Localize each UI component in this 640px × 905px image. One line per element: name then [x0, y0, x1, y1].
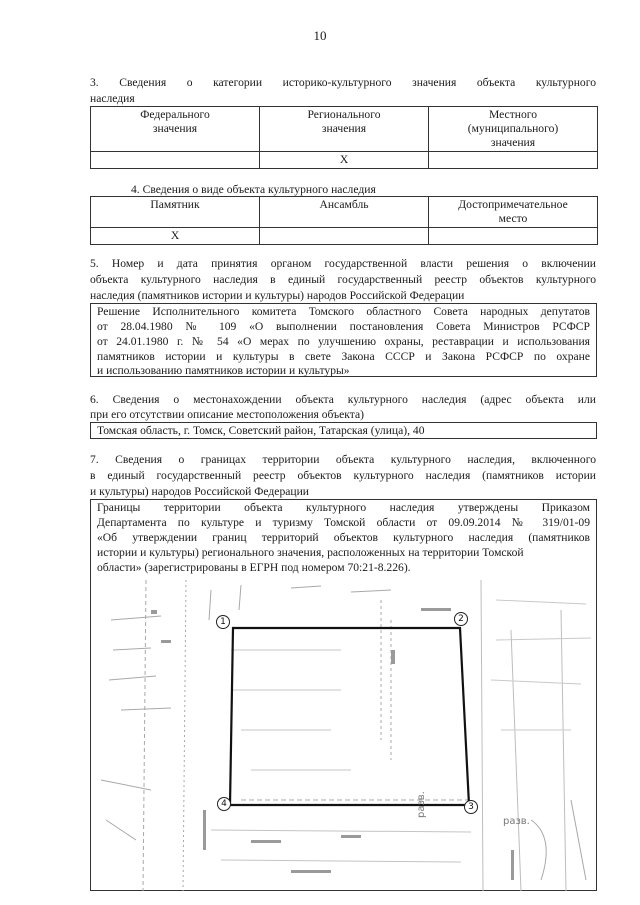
section7-heading-line2: в единый государственный реестр объектов культурного наследия (памятников истории: [90, 469, 596, 482]
decision-line5: и использованию памятников истории и культуры»: [97, 364, 350, 377]
decision-box: [90, 303, 597, 377]
section5-heading-line2: объекта культурного наследия в единый государственный реестр объектов культурного: [90, 273, 596, 286]
section6-heading-line1: 6. Сведения о местонахождении объекта культурного наследия (адрес объекта или: [90, 393, 596, 406]
kind-mark-monument: Х: [91, 228, 260, 245]
boundary-point-4: 4: [217, 797, 231, 811]
section5-heading-line1: 5. Номер и дата принятия органом государственной власти решения о включении: [90, 257, 596, 270]
section5-heading-line3: наследия (памятников истории и культуры) народов Российской Федерации: [90, 289, 465, 302]
kind-header-site: Достопримечательное место: [429, 197, 598, 228]
category-mark-local: [429, 152, 598, 169]
address-box: [90, 422, 597, 439]
section7-heading-line3: и культуры) народов Российской Федерации: [90, 485, 310, 498]
boundaries-line2: Департамента по культуре и туризму Томской области от 09.09.2014 № 319/01-09: [97, 516, 590, 529]
kind-mark-ensemble: [260, 228, 429, 245]
kind-mark-site: [429, 228, 598, 245]
kind-header-monument: Памятник: [91, 197, 260, 228]
category-mark-federal: [91, 152, 260, 169]
page-number: 10: [313, 28, 327, 43]
plan-background-blobs: [151, 608, 514, 880]
decision-line4: памятников истории и культуры в свете Закона СССР и Закона РСФСР по охране: [97, 350, 590, 363]
boundaries-line3: «Об утверждении границ территорий объектов культурного наследия (памятников: [97, 531, 590, 544]
kind-header-ensemble: Ансамбль: [260, 197, 429, 228]
plan-background-lines: [101, 580, 591, 891]
category-mark-regional: Х: [260, 152, 429, 169]
category-table: [90, 106, 598, 169]
decision-line1: Решение Исполнительного комитета Томского областного Совета народных депутатов: [97, 305, 590, 318]
section4-heading: 4. Сведения о виде объекта культурного наследия: [131, 183, 376, 196]
boundary-point-2: 2: [454, 612, 468, 626]
territory-plan: [91, 580, 596, 891]
boundary-point-3: 3: [464, 800, 478, 814]
section7-heading-line1: 7. Сведения о границах территории объекта культурного наследия, включенного: [90, 453, 596, 466]
boundaries-box: [90, 499, 597, 891]
section3-heading-line2: наследия: [90, 92, 135, 105]
plan-label-right: разв.: [416, 791, 427, 818]
category-header-regional: Регионального значения: [260, 107, 429, 152]
boundary-point-1: 1: [216, 615, 230, 629]
category-header-federal: Федерального значения: [91, 107, 260, 152]
boundaries-line4: истории и культуры) регионального значения, расположенных на территории Томской: [97, 546, 524, 559]
territory-boundary: [230, 628, 469, 805]
boundaries-line5: области» (зарегистрированы в ЕГРН под номером 70:21-8.226).: [97, 561, 411, 574]
plan-label-bottom: разв.: [503, 816, 530, 827]
section3-heading-line1: 3. Сведения о категории историко-культурного значения объекта культурного: [90, 76, 596, 89]
address-text: Томская область, г. Томск, Советский район, Татарская (улица), 40: [97, 424, 425, 437]
decision-line3: от 24.01.1980 г. № 54 «О мерах по улучшению охраны, реставрации и использования: [97, 335, 590, 348]
boundaries-line1: Границы территории объекта культурного наследия утверждены Приказом: [97, 501, 590, 514]
section6-heading-line2: при его отсутствии описание местоположения объекта): [90, 408, 365, 421]
territory-plan-drawing: [91, 580, 596, 891]
category-header-local: Местного (муниципального) значения: [429, 107, 598, 152]
decision-line2: от 28.04.1980 № 109 «О выполнении постановления Совета Министров РСФСР: [97, 320, 590, 333]
kind-table: [90, 196, 598, 245]
